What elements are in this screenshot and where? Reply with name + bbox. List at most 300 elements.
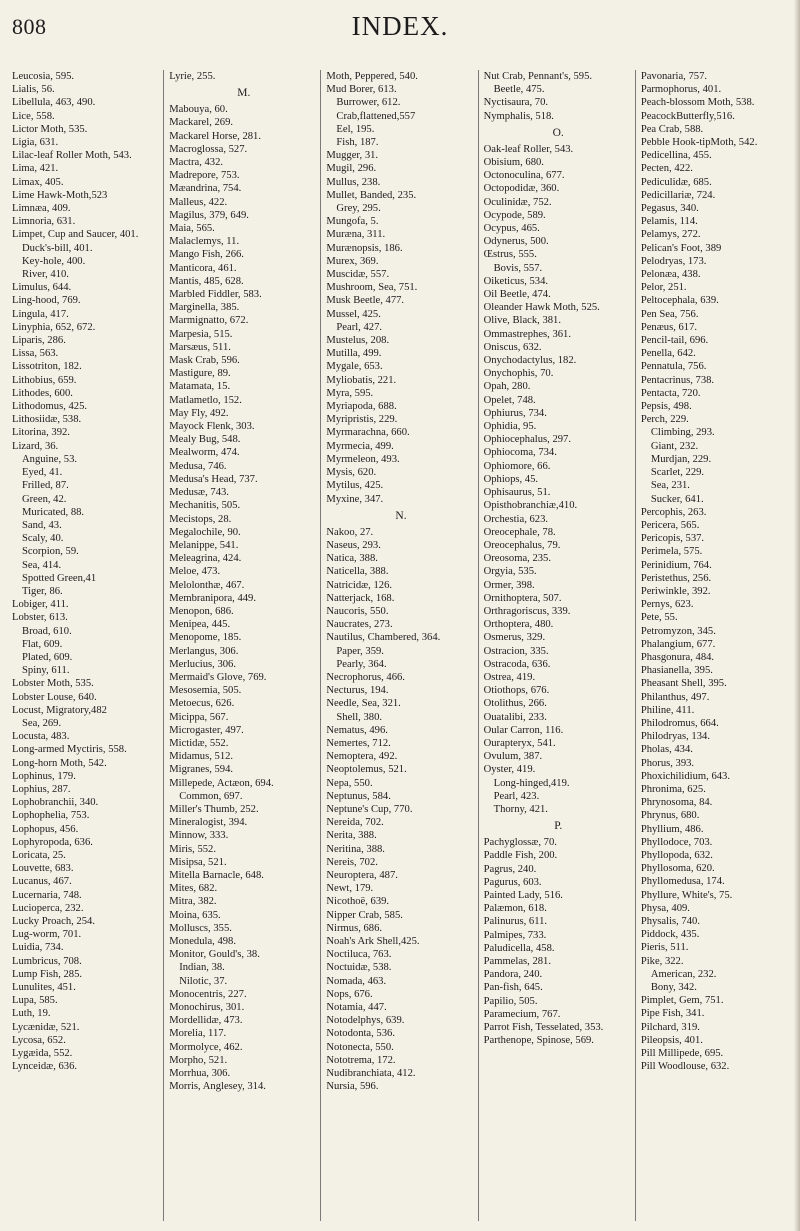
index-entry: Medusa's Head, 737.: [169, 473, 258, 485]
index-entry: Nicothoë, 639.: [326, 896, 390, 908]
index-entry: Newt, 179.: [326, 883, 374, 895]
index-entry: Nymphalis, 518.: [483, 110, 554, 122]
index-entry: Murex, 369.: [326, 255, 379, 267]
index-entry: Luth, 19.: [12, 1008, 51, 1020]
index-entry: Ophidia, 95.: [483, 421, 537, 433]
index-entry: Lobster, 613.: [12, 612, 68, 624]
index-entry: Pachyglossæ, 70.: [483, 837, 557, 849]
index-entry: Palæmon, 618.: [483, 903, 547, 915]
index-entry: Ovulum, 387.: [483, 751, 543, 763]
index-entry: Natricidæ, 126.: [326, 579, 393, 591]
index-entry: Naucoris, 550.: [326, 605, 389, 617]
index-entry: May Fly, 492.: [169, 407, 229, 419]
index-entry: Pedicillariæ, 724.: [640, 189, 716, 201]
index-entry: Mictidæ, 552.: [169, 737, 229, 749]
index-entry: Muscidæ, 557.: [326, 269, 390, 281]
index-subentry: Nilotic, 37.: [179, 975, 228, 987]
index-entry: Nautilus, Chambered, 364.: [326, 632, 441, 644]
index-entry: Murænopsis, 186.: [326, 242, 403, 254]
index-entry: Morelia, 117.: [169, 1028, 227, 1040]
index-entry: Neptunus, 584.: [326, 790, 391, 802]
index-subentry: Spotted Green,41: [22, 572, 97, 584]
index-entry: Osmerus, 329.: [483, 632, 546, 644]
running-title: INDEX.: [351, 11, 449, 41]
index-entry: Miller's Thumb, 252.: [169, 803, 259, 815]
index-entry: Peach-blossom Moth, 538.: [640, 97, 755, 109]
index-entry: Meleagrina, 424.: [169, 553, 242, 565]
index-subentry: Sucker, 641.: [650, 493, 704, 505]
index-subentry: Crab,flattened,557: [336, 110, 416, 122]
index-subentry: Eyed, 41.: [22, 467, 63, 479]
index-entry: Marmignatto, 672.: [169, 315, 249, 327]
index-entry: Noah's Ark Shell,425.: [326, 936, 420, 947]
index-entry: Pete, 55.: [640, 612, 678, 624]
index-entry: Perinidium, 764.: [640, 559, 712, 571]
index-entry: Nipper Crab, 585.: [326, 909, 403, 921]
index-entry: Lingula, 417.: [12, 308, 69, 320]
index-entry: Nudibranchiata, 412.: [326, 1068, 416, 1080]
index-entry: Phyllure, White's, 75.: [640, 889, 733, 901]
index-entry: Obisium, 680.: [483, 157, 544, 169]
index-entry: Octopodidæ, 360.: [483, 183, 560, 195]
index-entry: Liparis, 286.: [12, 335, 66, 347]
index-entry: Pelican's Foot, 389: [640, 242, 722, 254]
index-entry: Limax, 405.: [12, 176, 64, 188]
index-entry: Ormer, 398.: [483, 579, 535, 591]
index-entry: Mites, 682.: [169, 883, 218, 895]
index-entry: Merlangus, 306.: [169, 645, 239, 657]
index-entry: Myrmarachna, 660.: [326, 427, 410, 439]
index-entry: Leucosia, 595.: [12, 71, 75, 82]
index-entry: Maia, 565.: [169, 223, 215, 235]
index-entry: Muræna, 311.: [326, 229, 386, 241]
index-entry: Nops, 676.: [326, 988, 373, 1000]
index-entry: Ostracoda, 636.: [483, 658, 551, 670]
index-subentry: Tiger, 86.: [22, 585, 63, 597]
index-entry: Pandora, 240.: [483, 969, 543, 981]
index-entry: Monedula, 498.: [169, 936, 236, 947]
index-subentry: Bony, 342.: [650, 982, 697, 994]
index-entry: Miris, 552.: [169, 843, 216, 855]
index-entry: Lucioperca, 232.: [12, 902, 84, 914]
index-entry: Phrynus, 680.: [640, 810, 700, 822]
index-entry: Locusta, 483.: [12, 731, 70, 743]
index-subentry: Scaly, 40.: [22, 533, 64, 545]
index-entry: Penæus, 617.: [640, 321, 698, 333]
index-entry: Otolithus, 266.: [483, 698, 547, 710]
index-entry: Perimela, 575.: [640, 546, 703, 558]
index-entry: Mytilus, 425.: [326, 480, 384, 492]
index-entry: Orthragoriscus, 339.: [483, 605, 571, 617]
index-entry: Pill Woodlouse, 632.: [640, 1061, 730, 1073]
index-entry: Oniscus, 632.: [483, 341, 542, 353]
index-entry: Merlucius, 306.: [169, 658, 236, 670]
index-entry: Oak-leaf Roller, 543.: [483, 143, 574, 155]
index-entry: Lithosiidæ, 538.: [12, 414, 82, 426]
index-entry: Ocypus, 465.: [483, 223, 540, 235]
index-entry: Pediculidæ, 685.: [640, 176, 712, 188]
index-entry: Ophiocoma, 734.: [483, 447, 557, 459]
index-entry: Lunulites, 451.: [12, 982, 76, 994]
index-entry: Limnoria, 631.: [12, 216, 76, 228]
index-entry: Pea Crab, 588.: [640, 123, 704, 135]
index-subentry: Sand, 43.: [22, 519, 62, 531]
index-subentry: Flat, 609.: [22, 638, 63, 650]
index-entry: Monochirus, 301.: [169, 1002, 245, 1014]
index-entry: Pepsis, 498.: [640, 401, 692, 413]
index-subentry: American, 232.: [650, 968, 717, 980]
index-entry: Mussel, 425.: [326, 308, 381, 320]
index-entry: Phalangium, 677.: [640, 638, 716, 650]
index-entry: Pelamys, 272.: [640, 229, 701, 241]
index-entry: Macroglossa, 527.: [169, 143, 248, 155]
index-entry: Phoxichilidium, 643.: [640, 770, 730, 782]
index-entry: Lime Hawk-Moth,523: [12, 189, 108, 201]
index-entry: Louvette, 683.: [12, 863, 74, 875]
index-entry: Mabouya, 60.: [169, 104, 228, 116]
index-entry: Magilus, 379, 649.: [169, 209, 249, 221]
index-entry: Nepa, 550.: [326, 777, 373, 789]
index-entry: Lynceidæ, 636.: [12, 1061, 78, 1073]
index-subentry: Common, 697.: [179, 790, 243, 802]
index-entry: Oyster, 419.: [483, 764, 536, 776]
index-entry: Orgyia, 535.: [483, 566, 537, 578]
index-subentry: Thorny, 421.: [493, 803, 548, 815]
index-subentry: River, 410.: [22, 269, 69, 281]
index-entry: Linyphia, 652, 672.: [12, 321, 96, 333]
index-entry: Pecten, 422.: [640, 163, 693, 175]
index-entry: Peristethus, 256.: [640, 572, 712, 584]
index-entry: Nereida, 702.: [326, 817, 384, 829]
index-entry: Lygæida, 552.: [12, 1048, 73, 1060]
index-entry: Lump Fish, 285.: [12, 968, 83, 980]
index-entry: Misipsa, 521.: [169, 856, 227, 868]
index-entry: Pimplet, Gem, 751.: [640, 995, 724, 1007]
index-entry: Peltocephala, 639.: [640, 295, 719, 307]
index-entry: Mungofa, 5.: [326, 216, 379, 228]
index-subentry: Murdjan, 229.: [650, 453, 712, 465]
index-entry: Mygale, 653.: [326, 361, 383, 373]
index-entry: Melanippe, 541.: [169, 539, 239, 551]
index-entry: Long-armed Myctiris, 558.: [12, 744, 127, 756]
index-subentry: Broad, 610.: [22, 625, 72, 637]
index-entry: Medusæ, 743.: [169, 487, 229, 499]
index-entry: Micippa, 567.: [169, 711, 229, 723]
index-entry: Oular Carron, 116.: [483, 724, 564, 736]
index-entry: Lithodomus, 425.: [12, 401, 88, 413]
index-entry: Naucrates, 273.: [326, 619, 393, 631]
index-entry: Monitor, Gould's, 38.: [169, 949, 260, 961]
index-entry: Mæandrina, 754.: [169, 183, 242, 195]
index-entry: Petromyzon, 345.: [640, 625, 716, 637]
index-entry: Pilchard, 319.: [640, 1021, 700, 1033]
index-entry: Opah, 280.: [483, 381, 531, 393]
index-subentry: Key-hole, 400.: [22, 255, 86, 267]
index-entry: Parrot Fish, Tesselated, 353.: [483, 1022, 604, 1034]
index-entry: Musk Beetle, 477.: [326, 295, 405, 307]
index-entry: Lialis, 56.: [12, 84, 55, 96]
index-entry: Lycosa, 652.: [12, 1034, 66, 1046]
index-entry: Lyrie, 255.: [169, 71, 216, 82]
index-entry: Lictor Moth, 535.: [12, 123, 88, 135]
index-subentry: Pearl, 427.: [336, 321, 383, 333]
index-entry: Mugil, 296.: [326, 163, 377, 175]
index-entry: Lucanus, 467.: [12, 876, 72, 888]
index-entry: Palmipes, 733.: [483, 929, 547, 941]
index-entry: Physalis, 740.: [640, 916, 700, 927]
index-entry: Limulus, 644.: [12, 282, 72, 294]
index-entry: Neuroptera, 487.: [326, 869, 398, 881]
index-entry: Nereis, 702.: [326, 856, 378, 868]
index-entry: Percophis, 263.: [640, 506, 707, 518]
index-entry: Melolonthæ, 467.: [169, 579, 245, 591]
index-entry: Pentacrinus, 738.: [640, 374, 715, 386]
index-entry: Pericopis, 537.: [640, 533, 705, 545]
index-entry: Pammelas, 281.: [483, 956, 551, 967]
index-entry: Oreocephale, 78.: [483, 526, 556, 538]
index-subentry: Anguine, 53.: [22, 453, 78, 465]
index-entry: Menipea, 445.: [169, 619, 231, 631]
index-entry: Pelor, 251.: [640, 282, 687, 294]
index-entry: Malleus, 422.: [169, 196, 228, 208]
index-entry: Notodelphys, 639.: [326, 1015, 405, 1027]
index-entry: Malaclemys, 11.: [169, 236, 240, 248]
index-entry: Pernys, 623.: [640, 599, 694, 611]
index-entry: Parmophorus, 401.: [640, 84, 722, 96]
index-entry: Limnæa, 409.: [12, 203, 71, 215]
index-entry: Lucky Proach, 254.: [12, 916, 95, 927]
index-entry: Otiothops, 676.: [483, 685, 550, 697]
index-entry: Pill Millipede, 695.: [640, 1048, 724, 1060]
index-entry: Marsæus, 511.: [169, 341, 231, 353]
index-entry: Mitella Barnacle, 648.: [169, 869, 264, 881]
index-entry: Oculinidæ, 752.: [483, 196, 552, 208]
index-entry: Mayock Flenk, 303.: [169, 421, 255, 433]
index-entry: Onychophis, 70.: [483, 368, 554, 380]
index-entry: Ommastrephes, 361.: [483, 328, 571, 340]
index-entry: PeacockButterfly,516.: [640, 110, 735, 122]
index-entry: Mineralogist, 394.: [169, 817, 248, 829]
index-entry: Philodromus, 664.: [640, 717, 719, 729]
index-entry: Nemoptera, 492.: [326, 751, 398, 763]
index-entry: Pen Sea, 756.: [640, 308, 699, 320]
index-subentry: Frilled, 87.: [22, 480, 69, 492]
index-entry: Ostracion, 335.: [483, 645, 549, 657]
index-entry: Ourapteryx, 541.: [483, 737, 556, 749]
index-entry: Pipe Fish, 341.: [640, 1008, 705, 1020]
index-entry: Loricata, 25.: [12, 849, 66, 861]
index-entry: Nirmus, 686.: [326, 922, 383, 934]
index-entry: Libellula, 463, 490.: [12, 97, 96, 109]
index-subentry: Beetle, 475.: [493, 84, 545, 96]
index-entry: Menopon, 686.: [169, 605, 234, 617]
index-entry: Midamus, 512.: [169, 751, 234, 763]
index-column: [320, 70, 477, 1221]
index-entry: Phasianella, 395.: [640, 665, 713, 677]
index-entry: Lobster Moth, 535.: [12, 678, 94, 690]
index-entry: Phyllodoce, 703.: [640, 836, 713, 848]
index-entry: Morpho, 521.: [169, 1054, 228, 1066]
index-entry: Philanthus, 497.: [640, 691, 710, 703]
index-entry: Pentacta, 720.: [640, 387, 701, 399]
index-entry: Myrmecia, 499.: [326, 440, 394, 452]
index-entry: Nerita, 388.: [326, 830, 377, 842]
index-entry: Nemertes, 712.: [326, 737, 391, 749]
index-entry: Orchestia, 623.: [483, 513, 549, 525]
index-column: [635, 70, 792, 1221]
index-entry: Necturus, 194.: [326, 685, 389, 697]
index-entry: Pan-fish, 645.: [483, 982, 543, 994]
index-subentry: Spiny, 611.: [22, 665, 70, 677]
index-entry: Notodonta, 536.: [326, 1028, 395, 1040]
index-entry: Metoecus, 626.: [169, 698, 235, 710]
index-entry: Nursia, 596.: [326, 1081, 379, 1093]
index-entry: Mechanitis, 505.: [169, 500, 241, 512]
index-subentry: Plated, 609.: [22, 651, 73, 663]
index-subentry: Pearl, 423.: [493, 790, 540, 802]
index-entry: Mecistops, 28.: [169, 513, 232, 525]
index-entry: Lophyropoda, 636.: [12, 836, 93, 848]
index-subentry: Green, 42.: [22, 493, 67, 505]
index-entry: Ophiurus, 734.: [483, 407, 547, 419]
index-entry: Mesosemia, 505.: [169, 685, 242, 697]
index-entry: Notamia, 447.: [326, 1002, 387, 1014]
index-entry: Membranipora, 449.: [169, 592, 256, 604]
index-entry: Luidia, 734.: [12, 942, 64, 954]
index-entry: Neritina, 388.: [326, 843, 385, 855]
index-subentry: Paper, 359.: [336, 645, 384, 657]
index-subentry: Bovis, 557.: [493, 262, 543, 274]
index-entry: Myriapoda, 688.: [326, 401, 397, 413]
index-entry: Lucernaria, 748.: [12, 889, 82, 901]
index-subentry: Fish, 187.: [336, 137, 379, 149]
index-entry: Oiketicus, 534.: [483, 275, 549, 287]
index-entry: Nematus, 496.: [326, 724, 388, 736]
index-entry: Pelonæa, 438.: [640, 269, 701, 281]
index-entry: Oreocephalus, 79.: [483, 539, 561, 551]
index-entry: Lima, 421.: [12, 163, 59, 175]
index-entry: Mealy Bug, 548.: [169, 434, 241, 446]
index-entry: Lophophelia, 753.: [12, 810, 90, 822]
index-entry: Lithobius, 659.: [12, 374, 77, 386]
index-entry: Myxine, 347.: [326, 493, 384, 505]
index-entry: Lobster Louse, 640.: [12, 691, 97, 703]
index-entry: Onychodactylus, 182.: [483, 355, 577, 367]
index-entry: Mackarel Horse, 281.: [169, 130, 261, 142]
index-entry: Philine, 411.: [640, 704, 695, 716]
index-subentry: Indian, 38.: [179, 962, 225, 974]
index-entry: Phorus, 393.: [640, 757, 695, 769]
index-entry: Paramecium, 767.: [483, 1008, 561, 1020]
index-entry: Phyllomedusa, 174.: [640, 876, 725, 888]
index-entry: Lobiger, 411.: [12, 599, 69, 611]
index-entry: Mealworm, 474.: [169, 447, 240, 459]
index-entry: Pagrus, 240.: [483, 863, 537, 875]
index-entry: Palinurus, 611.: [483, 916, 548, 928]
index-entry: Necrophorus, 466.: [326, 671, 405, 683]
index-entry: Myra, 595.: [326, 387, 374, 399]
index-entry: Moina, 635.: [169, 909, 221, 921]
index-entry: Ophiomore, 66.: [483, 460, 551, 472]
index-entry: Phyllosoma, 620.: [640, 863, 715, 875]
index-entry: Marpesia, 515.: [169, 328, 233, 340]
index-entry: Medusa, 746.: [169, 460, 227, 472]
index-entry: Locust, Migratory,482: [12, 704, 107, 716]
index-entry: Ocypode, 589.: [483, 209, 546, 221]
index-entry: Mermaid's Glove, 769.: [169, 671, 267, 683]
index-subentry: Grey, 295.: [336, 203, 381, 215]
index-entry: Lophius, 287.: [12, 783, 71, 795]
index-entry: Neoptolemus, 521.: [326, 764, 407, 776]
index-entry: Pileopsis, 401.: [640, 1034, 703, 1046]
index-subentry: Shell, 380.: [336, 711, 383, 723]
index-entry: Mud Borer, 613.: [326, 84, 397, 96]
index-entry: Oreosoma, 235.: [483, 553, 551, 565]
index-entry: Litorina, 392.: [12, 427, 70, 439]
index-entry: Nomada, 463.: [326, 975, 387, 987]
index-entry: Phasgonura, 484.: [640, 651, 715, 663]
index-entry: Lissa, 563.: [12, 348, 59, 360]
index-entry: Needle, Sea, 321.: [326, 698, 401, 710]
index-entry: Ouatalibi, 233.: [483, 711, 547, 723]
index-entry: Ling-hood, 769.: [12, 295, 81, 307]
index-entry: Microgaster, 497.: [169, 724, 244, 736]
index-entry: Mango Fish, 266.: [169, 249, 244, 261]
index-entry: Mantis, 485, 628.: [169, 275, 244, 287]
index-entry: Madrepore, 753.: [169, 170, 240, 182]
index-entry: Lilac-leaf Roller Moth, 543.: [12, 150, 132, 162]
index-subentry: Giant, 232.: [650, 440, 699, 452]
index-entry: Phyllopoda, 632.: [640, 849, 713, 861]
index-entry: Opelet, 748.: [483, 394, 536, 406]
index-entry: Pagurus, 603.: [483, 876, 542, 888]
index-subentry: Duck's-bill, 401.: [22, 242, 93, 254]
index-entry: Minnow, 333.: [169, 830, 229, 842]
index-entry: Mackarel, 269.: [169, 117, 234, 129]
index-entry: Limpet, Cup and Saucer, 401.: [12, 229, 139, 241]
page-edge: [794, 0, 800, 1231]
index-entry: Mask Crab, 596.: [169, 355, 240, 367]
index-entry: Lice, 558.: [12, 110, 55, 122]
index-entry: Marbled Fiddler, 583.: [169, 289, 262, 301]
index-entry: Naseus, 293.: [326, 539, 381, 551]
index-entry: Lophobranchii, 340.: [12, 797, 99, 809]
index-entry: Ophiops, 45.: [483, 473, 539, 485]
page-header: [0, 8, 800, 48]
index-entry: Philodryas, 134.: [640, 731, 710, 743]
index-entry: Phrynosoma, 84.: [640, 797, 713, 809]
index-entry: Manticora, 461.: [169, 262, 237, 274]
index-entry: Pieris, 511.: [640, 942, 689, 954]
index-entry: Noctuidæ, 538.: [326, 962, 392, 974]
index-entry: Parthenope, Spinose, 569.: [483, 1035, 594, 1047]
index-entry: Mugger, 31.: [326, 150, 379, 162]
index-subentry: Scarlet, 229.: [650, 467, 705, 479]
index-entry: Olive, Black, 381.: [483, 315, 561, 327]
page-number: 808: [12, 14, 47, 39]
index-entry: Pavonaria, 757.: [640, 71, 708, 82]
index-entry: Phyllium, 486.: [640, 823, 704, 835]
section-letter: M.: [237, 87, 251, 100]
index-entry: Lophinus, 179.: [12, 770, 76, 782]
index-subentry: Muricated, 88.: [22, 506, 85, 518]
index-subentry: Burrower, 612.: [336, 97, 401, 109]
index-entry: Naticella, 388.: [326, 566, 389, 578]
index-subentry: Sea, 231.: [650, 480, 690, 492]
index-entry: Pencil-tail, 696.: [640, 335, 709, 347]
index-entry: Matlametlo, 152.: [169, 394, 242, 406]
index-entry: Œstrus, 555.: [483, 249, 537, 261]
